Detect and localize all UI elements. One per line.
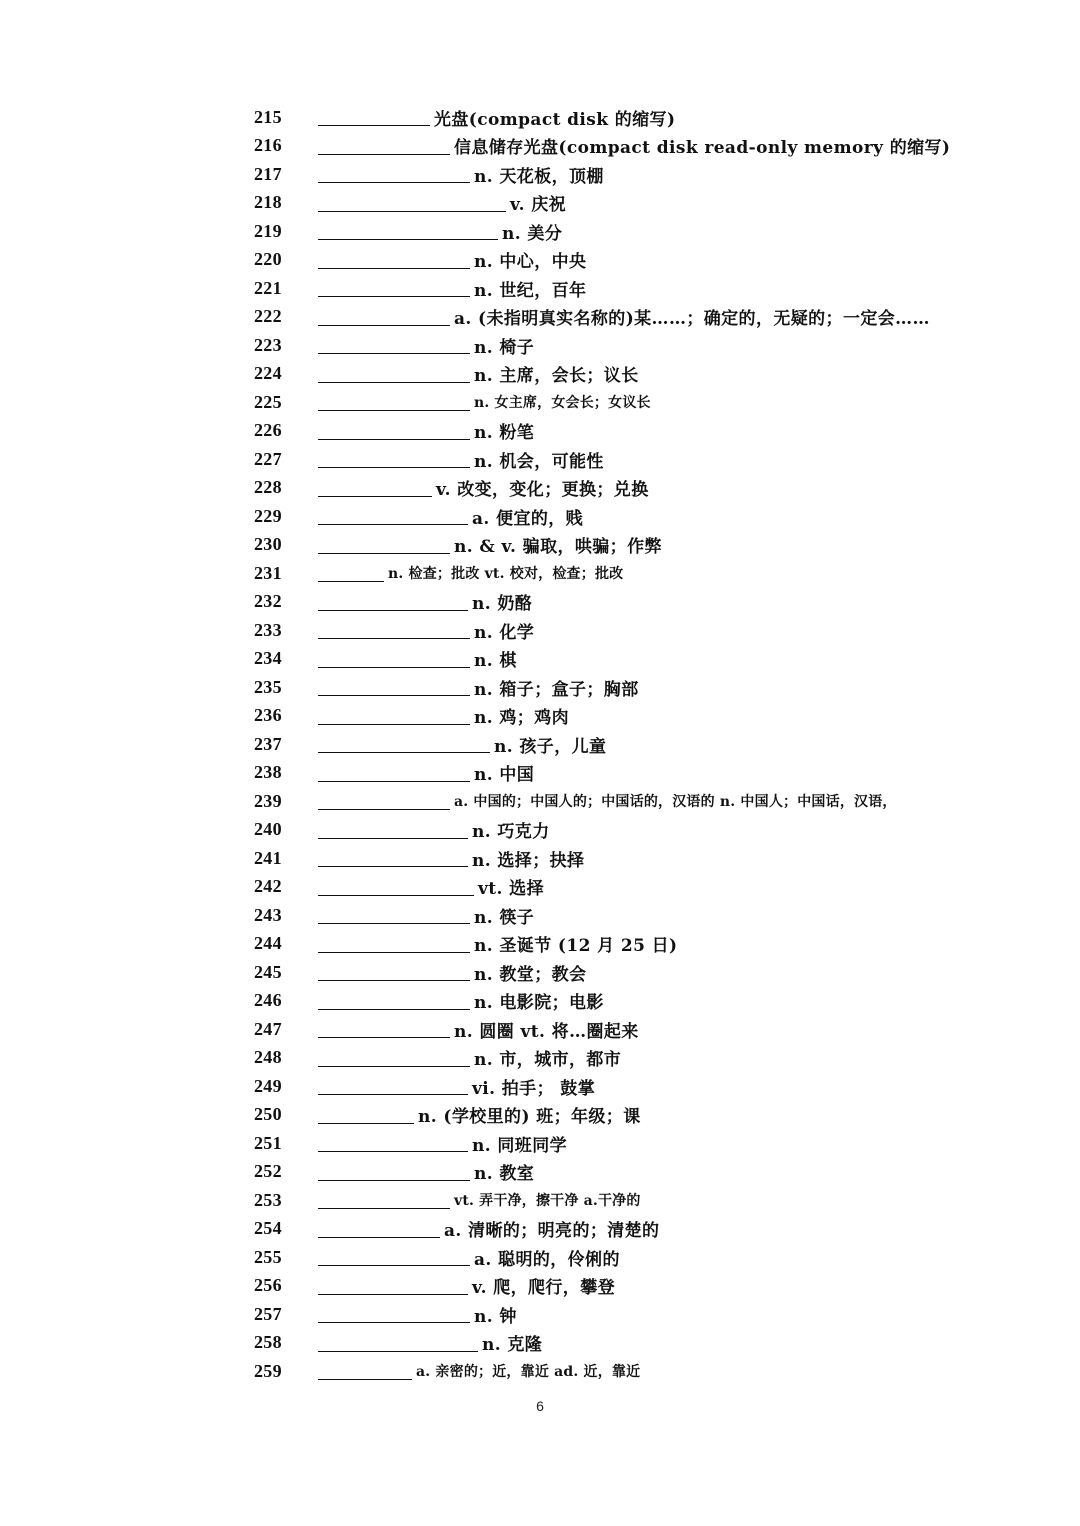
answer-blank[interactable] <box>318 194 506 212</box>
entry-number: 227 <box>254 448 282 469</box>
entry-number: 228 <box>254 477 282 498</box>
entry-number: 239 <box>254 790 282 811</box>
answer-blank[interactable] <box>318 678 470 696</box>
entry-number: 250 <box>254 1104 282 1125</box>
entry-number: 234 <box>254 648 282 669</box>
answer-blank[interactable] <box>318 1277 468 1295</box>
answer-blank[interactable] <box>318 593 468 611</box>
vocab-entry <box>254 1101 1034 1130</box>
entry-number: 242 <box>254 876 282 897</box>
vocab-entry <box>254 1186 1034 1215</box>
entry-definition: v. 爬，爬行，攀登 <box>472 1278 616 1299</box>
entry-definition: 光盘(compact disk 的缩写) <box>434 109 676 130</box>
entry-number: 233 <box>254 619 282 640</box>
vocab-entry <box>254 873 1034 902</box>
entry-number: 253 <box>254 1189 282 1210</box>
vocab-entry <box>254 417 1034 446</box>
entry-definition: v. 庆祝 <box>510 195 567 216</box>
entry-definition: a. 中国的；中国人的；中国话的，汉语的 n. 中国人；中国话，汉语， <box>454 794 897 811</box>
vocab-entry <box>254 360 1034 389</box>
entry-number: 229 <box>254 505 282 526</box>
entry-definition: v. 改变，变化；更换；兑换 <box>436 480 649 501</box>
entry-definition: n. 钟 <box>474 1306 517 1327</box>
answer-blank[interactable] <box>318 137 450 155</box>
entry-number: 238 <box>254 762 282 783</box>
entry-definition: n. 市，城市，都市 <box>474 1050 622 1071</box>
entry-definition: a. (未指明真实名称的)某……；确定的，无疑的；一定会…… <box>454 309 930 330</box>
entry-definition: n. 选择；抉择 <box>472 850 585 871</box>
entry-number: 251 <box>254 1132 282 1153</box>
entry-number: 255 <box>254 1246 282 1267</box>
entry-number: 220 <box>254 249 282 270</box>
entry-definition: n. 筷子 <box>474 907 535 928</box>
answer-blank[interactable] <box>318 821 468 839</box>
vocab-entry <box>254 616 1034 645</box>
entry-number: 223 <box>254 334 282 355</box>
entry-definition: n. 美分 <box>502 223 563 244</box>
entry-definition: n. 鸡；鸡肉 <box>474 708 569 729</box>
entry-number: 222 <box>254 306 282 327</box>
vocab-entry <box>254 730 1034 759</box>
entry-definition: n. 检查；批改 vt. 校对，检查；批改 <box>388 566 624 583</box>
vocabulary-list <box>254 103 1034 1386</box>
vocab-entry <box>254 787 1034 816</box>
vocab-entry <box>254 702 1034 731</box>
answer-blank[interactable] <box>318 1191 450 1209</box>
vocab-entry <box>254 331 1034 360</box>
vocab-entry <box>254 303 1034 332</box>
vocab-entry <box>254 1329 1034 1358</box>
answer-blank[interactable] <box>318 1220 440 1238</box>
vocab-entry <box>254 1129 1034 1158</box>
vocab-entry <box>254 1158 1034 1187</box>
vocab-entry <box>254 844 1034 873</box>
entry-definition: a. 便宜的，贱 <box>472 508 584 529</box>
entry-number: 259 <box>254 1360 282 1381</box>
entry-number: 219 <box>254 220 282 241</box>
answer-blank[interactable] <box>318 479 432 497</box>
entry-definition: n. 巧克力 <box>472 822 550 843</box>
entry-definition: n. 化学 <box>474 622 535 643</box>
answer-blank[interactable] <box>318 251 470 269</box>
answer-blank[interactable] <box>318 222 498 240</box>
entry-number: 215 <box>254 106 282 127</box>
entry-definition: n. 女主席，女会长；女议长 <box>474 395 651 412</box>
entry-definition: a. 聪明的，伶俐的 <box>474 1249 620 1270</box>
vocab-entry <box>254 1357 1034 1386</box>
answer-blank[interactable] <box>318 1020 450 1038</box>
answer-blank[interactable] <box>318 735 490 753</box>
answer-blank[interactable] <box>318 792 450 810</box>
vocab-entry <box>254 958 1034 987</box>
entry-number: 221 <box>254 277 282 298</box>
entry-definition: n. 机会，可能性 <box>474 451 604 472</box>
entry-definition: vt. 弄干净，擦干净 a.干净的 <box>454 1193 641 1210</box>
answer-blank[interactable] <box>318 536 450 554</box>
vocab-entry <box>254 673 1034 702</box>
entry-number: 244 <box>254 933 282 954</box>
vocab-entry <box>254 445 1034 474</box>
entry-definition: n. 世纪，百年 <box>474 280 587 301</box>
vocab-entry <box>254 559 1034 588</box>
answer-blank[interactable] <box>318 707 470 725</box>
vocab-entry <box>254 987 1034 1016</box>
answer-blank[interactable] <box>318 1106 414 1124</box>
vocab-entry <box>254 645 1034 674</box>
entry-number: 217 <box>254 163 282 184</box>
vocab-entry <box>254 189 1034 218</box>
answer-blank[interactable] <box>318 336 470 354</box>
answer-blank[interactable] <box>318 1049 470 1067</box>
entry-definition: n. 教室 <box>474 1164 535 1185</box>
entry-number: 254 <box>254 1218 282 1239</box>
answer-blank[interactable] <box>318 906 470 924</box>
vocab-entry <box>254 246 1034 275</box>
answer-blank[interactable] <box>318 650 470 668</box>
answer-blank[interactable] <box>318 1305 470 1323</box>
entry-definition: n. 电影院；电影 <box>474 993 604 1014</box>
entry-number: 225 <box>254 391 282 412</box>
entry-number: 236 <box>254 705 282 726</box>
entry-number: 216 <box>254 135 282 156</box>
vocab-entry <box>254 1072 1034 1101</box>
entry-definition: n. 圣诞节 (12 月 25 日) <box>474 936 678 957</box>
entry-definition: n. 奶酪 <box>472 594 533 615</box>
vocab-entry <box>254 274 1034 303</box>
entry-number: 249 <box>254 1075 282 1096</box>
entry-definition: n. 主席，会长；议长 <box>474 366 639 387</box>
vocab-entry <box>254 1243 1034 1272</box>
answer-blank[interactable] <box>318 108 430 126</box>
answer-blank[interactable] <box>318 564 384 582</box>
answer-blank[interactable] <box>318 1362 412 1380</box>
answer-blank[interactable] <box>318 849 468 867</box>
entry-number: 218 <box>254 192 282 213</box>
entry-definition: a. 亲密的；近，靠近 ad. 近，靠近 <box>416 1364 641 1381</box>
entry-number: 231 <box>254 562 282 583</box>
answer-blank[interactable] <box>318 279 470 297</box>
vocab-entry <box>254 1044 1034 1073</box>
entry-number: 235 <box>254 676 282 697</box>
entry-number: 240 <box>254 819 282 840</box>
answer-blank[interactable] <box>318 764 470 782</box>
entry-number: 256 <box>254 1275 282 1296</box>
answer-blank[interactable] <box>318 507 468 525</box>
entry-definition: n. 中国 <box>474 765 535 786</box>
entry-definition: a. 清晰的；明亮的；清楚的 <box>444 1221 660 1242</box>
entry-definition: n. 中心，中央 <box>474 252 587 273</box>
vocab-entry <box>254 132 1034 161</box>
entry-number: 257 <box>254 1303 282 1324</box>
vocab-entry <box>254 160 1034 189</box>
entry-definition: n. 孩子，儿童 <box>494 736 607 757</box>
answer-blank[interactable] <box>318 450 470 468</box>
entry-definition: 信息储存光盘(compact disk read-only memory 的缩写) <box>454 138 951 159</box>
answer-blank[interactable] <box>318 963 470 981</box>
vocab-entry <box>254 930 1034 959</box>
entry-number: 252 <box>254 1161 282 1182</box>
vocab-entry <box>254 502 1034 531</box>
entry-definition: n. & v. 骗取，哄骗；作弊 <box>454 537 662 558</box>
vocab-entry <box>254 1015 1034 1044</box>
entry-number: 246 <box>254 990 282 1011</box>
vocab-entry <box>254 217 1034 246</box>
answer-blank[interactable] <box>318 992 470 1010</box>
entry-definition: n. 圆圈 vt. 将…圈起来 <box>454 1021 639 1042</box>
answer-blank[interactable] <box>318 935 470 953</box>
entry-number: 247 <box>254 1018 282 1039</box>
answer-blank[interactable] <box>318 878 474 896</box>
entry-number: 232 <box>254 591 282 612</box>
entry-definition: vt. 选择 <box>478 879 544 900</box>
answer-blank[interactable] <box>318 308 450 326</box>
answer-blank[interactable] <box>318 1334 478 1352</box>
vocab-entry <box>254 103 1034 132</box>
entry-definition: n. 棋 <box>474 651 517 672</box>
entry-definition: n. 同班同学 <box>472 1135 567 1156</box>
vocab-entry <box>254 474 1034 503</box>
answer-blank[interactable] <box>318 1248 470 1266</box>
entry-number: 224 <box>254 363 282 384</box>
entry-number: 230 <box>254 534 282 555</box>
vocab-entry <box>254 1215 1034 1244</box>
vocab-entry <box>254 759 1034 788</box>
answer-blank[interactable] <box>318 393 470 411</box>
vocab-entry <box>254 901 1034 930</box>
entry-number: 258 <box>254 1332 282 1353</box>
answer-blank[interactable] <box>318 422 470 440</box>
entry-definition: n. 椅子 <box>474 337 535 358</box>
entry-definition: n. 箱子；盒子；胸部 <box>474 679 639 700</box>
vocab-entry <box>254 388 1034 417</box>
entry-definition: vi. 拍手； 鼓掌 <box>472 1078 596 1099</box>
vocab-entry <box>254 816 1034 845</box>
vocab-entry <box>254 1300 1034 1329</box>
entry-number: 237 <box>254 733 282 754</box>
entry-definition: n. (学校里的) 班；年级；课 <box>418 1107 641 1128</box>
answer-blank[interactable] <box>318 1077 468 1095</box>
entry-number: 245 <box>254 961 282 982</box>
answer-blank[interactable] <box>318 165 470 183</box>
entry-definition: n. 天花板，顶棚 <box>474 166 604 187</box>
entry-number: 226 <box>254 420 282 441</box>
entry-number: 243 <box>254 904 282 925</box>
answer-blank[interactable] <box>318 1134 468 1152</box>
entry-definition: n. 教堂；教会 <box>474 964 587 985</box>
vocab-entry <box>254 588 1034 617</box>
entry-number: 248 <box>254 1047 282 1068</box>
entry-definition: n. 克隆 <box>482 1335 543 1356</box>
answer-blank[interactable] <box>318 365 470 383</box>
answer-blank[interactable] <box>318 1163 470 1181</box>
entry-number: 241 <box>254 847 282 868</box>
entry-definition: n. 粉笔 <box>474 423 535 444</box>
page-number: 6 <box>536 1398 544 1414</box>
vocab-entry <box>254 531 1034 560</box>
answer-blank[interactable] <box>318 621 470 639</box>
vocab-entry <box>254 1272 1034 1301</box>
